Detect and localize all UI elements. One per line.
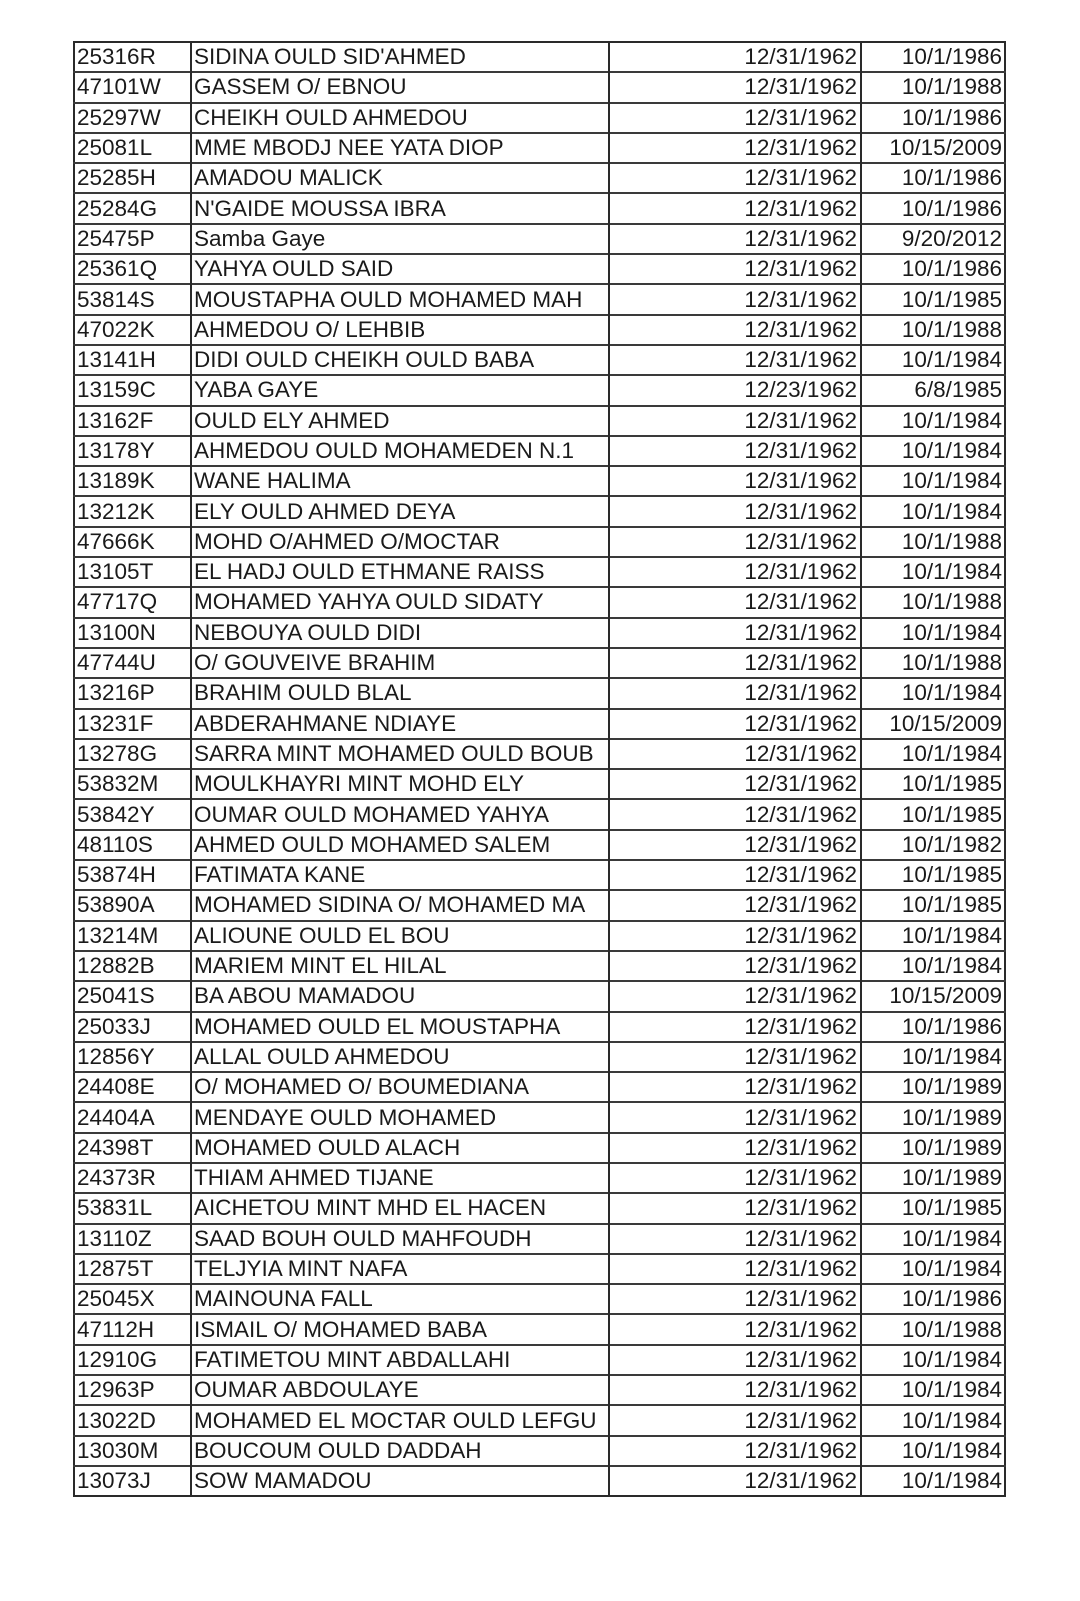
end-date-cell: 10/1/1986 xyxy=(861,193,1005,223)
name-cell: MOHAMED OULD ALACH xyxy=(191,1133,609,1163)
record-id-cell: 25045X xyxy=(74,1284,191,1314)
end-date-cell: 10/1/1985 xyxy=(861,890,1005,920)
table-row xyxy=(74,72,1005,102)
start-date-cell: 12/31/1962 xyxy=(609,678,861,708)
table-row xyxy=(74,436,1005,466)
start-date-cell: 12/31/1962 xyxy=(609,224,861,254)
name-cell: BRAHIM OULD BLAL xyxy=(191,678,609,708)
start-date-cell: 12/31/1962 xyxy=(609,799,861,829)
record-id-cell: 25316R xyxy=(74,42,191,72)
record-id-cell: 13189K xyxy=(74,466,191,496)
start-date-cell: 12/31/1962 xyxy=(609,618,861,648)
records-table-body xyxy=(74,42,1005,1496)
name-cell: AMADOU MALICK xyxy=(191,163,609,193)
record-id-cell: 25361Q xyxy=(74,254,191,284)
end-date-cell: 10/1/1984 xyxy=(861,739,1005,769)
table-row xyxy=(74,345,1005,375)
start-date-cell: 12/31/1962 xyxy=(609,436,861,466)
start-date-cell: 12/31/1962 xyxy=(609,72,861,102)
start-date-cell: 12/31/1962 xyxy=(609,1224,861,1254)
name-cell: MENDAYE OULD MOHAMED xyxy=(191,1102,609,1132)
table-row xyxy=(74,709,1005,739)
record-id-cell: 24404A xyxy=(74,1102,191,1132)
table-row xyxy=(74,587,1005,617)
name-cell: Samba Gaye xyxy=(191,224,609,254)
name-cell: OULD ELY AHMED xyxy=(191,406,609,436)
table-row xyxy=(74,1314,1005,1344)
table-row xyxy=(74,1345,1005,1375)
record-id-cell: 25475P xyxy=(74,224,191,254)
name-cell: YABA GAYE xyxy=(191,375,609,405)
start-date-cell: 12/31/1962 xyxy=(609,193,861,223)
table-row xyxy=(74,648,1005,678)
name-cell: BOUCOUM OULD DADDAH xyxy=(191,1436,609,1466)
name-cell: MME MBODJ NEE YATA DIOP xyxy=(191,133,609,163)
record-id-cell: 13159C xyxy=(74,375,191,405)
record-id-cell: 13178Y xyxy=(74,436,191,466)
end-date-cell: 10/1/1984 xyxy=(861,1345,1005,1375)
end-date-cell: 10/1/1984 xyxy=(861,406,1005,436)
table-row xyxy=(74,1436,1005,1466)
start-date-cell: 12/31/1962 xyxy=(609,1375,861,1405)
table-row xyxy=(74,496,1005,526)
end-date-cell: 10/1/1984 xyxy=(861,1042,1005,1072)
start-date-cell: 12/31/1962 xyxy=(609,1314,861,1344)
name-cell: OUMAR OULD MOHAMED YAHYA xyxy=(191,799,609,829)
end-date-cell: 10/1/1986 xyxy=(861,254,1005,284)
name-cell: ISMAIL O/ MOHAMED BABA xyxy=(191,1314,609,1344)
start-date-cell: 12/31/1962 xyxy=(609,739,861,769)
start-date-cell: 12/31/1962 xyxy=(609,345,861,375)
start-date-cell: 12/31/1962 xyxy=(609,1466,861,1496)
table-row xyxy=(74,1254,1005,1284)
start-date-cell: 12/31/1962 xyxy=(609,769,861,799)
table-row xyxy=(74,375,1005,405)
end-date-cell: 10/1/1984 xyxy=(861,1254,1005,1284)
start-date-cell: 12/31/1962 xyxy=(609,648,861,678)
name-cell: AICHETOU MINT MHD EL HACEN xyxy=(191,1193,609,1223)
end-date-cell: 10/1/1984 xyxy=(861,345,1005,375)
end-date-cell: 10/1/1988 xyxy=(861,587,1005,617)
end-date-cell: 6/8/1985 xyxy=(861,375,1005,405)
table-row xyxy=(74,799,1005,829)
record-id-cell: 12963P xyxy=(74,1375,191,1405)
start-date-cell: 12/23/1962 xyxy=(609,375,861,405)
table-row xyxy=(74,284,1005,314)
name-cell: WANE HALIMA xyxy=(191,466,609,496)
start-date-cell: 12/31/1962 xyxy=(609,860,861,890)
end-date-cell: 10/1/1988 xyxy=(861,648,1005,678)
record-id-cell: 48110S xyxy=(74,830,191,860)
record-id-cell: 13105T xyxy=(74,557,191,587)
record-id-cell: 12856Y xyxy=(74,1042,191,1072)
record-id-cell: 12882B xyxy=(74,951,191,981)
start-date-cell: 12/31/1962 xyxy=(609,1193,861,1223)
start-date-cell: 12/31/1962 xyxy=(609,42,861,72)
table-row xyxy=(74,406,1005,436)
end-date-cell: 10/15/2009 xyxy=(861,709,1005,739)
start-date-cell: 12/31/1962 xyxy=(609,315,861,345)
start-date-cell: 12/31/1962 xyxy=(609,1163,861,1193)
table-row xyxy=(74,951,1005,981)
record-id-cell: 53842Y xyxy=(74,799,191,829)
table-row xyxy=(74,618,1005,648)
start-date-cell: 12/31/1962 xyxy=(609,981,861,1011)
name-cell: THIAM AHMED TIJANE xyxy=(191,1163,609,1193)
record-id-cell: 13214M xyxy=(74,921,191,951)
table-row xyxy=(74,921,1005,951)
name-cell: YAHYA OULD SAID xyxy=(191,254,609,284)
table-row xyxy=(74,1072,1005,1102)
table-row xyxy=(74,1102,1005,1132)
end-date-cell: 10/1/1985 xyxy=(861,769,1005,799)
record-id-cell: 24408E xyxy=(74,1072,191,1102)
table-row xyxy=(74,1466,1005,1496)
name-cell: ALIOUNE OULD EL BOU xyxy=(191,921,609,951)
record-id-cell: 53890A xyxy=(74,890,191,920)
name-cell: DIDI OULD CHEIKH OULD BABA xyxy=(191,345,609,375)
end-date-cell: 10/1/1985 xyxy=(861,284,1005,314)
table-row xyxy=(74,103,1005,133)
end-date-cell: 10/1/1985 xyxy=(861,1193,1005,1223)
name-cell: MOHAMED SIDINA O/ MOHAMED MA xyxy=(191,890,609,920)
name-cell: BA ABOU MAMADOU xyxy=(191,981,609,1011)
start-date-cell: 12/31/1962 xyxy=(609,254,861,284)
table-row xyxy=(74,133,1005,163)
record-id-cell: 13030M xyxy=(74,1436,191,1466)
name-cell: FATIMATA KANE xyxy=(191,860,609,890)
table-row xyxy=(74,860,1005,890)
end-date-cell: 10/15/2009 xyxy=(861,981,1005,1011)
record-id-cell: 25033J xyxy=(74,1012,191,1042)
table-row xyxy=(74,1405,1005,1435)
start-date-cell: 12/31/1962 xyxy=(609,1284,861,1314)
record-id-cell: 13231F xyxy=(74,709,191,739)
end-date-cell: 10/1/1988 xyxy=(861,315,1005,345)
start-date-cell: 12/31/1962 xyxy=(609,284,861,314)
start-date-cell: 12/31/1962 xyxy=(609,557,861,587)
record-id-cell: 24373R xyxy=(74,1163,191,1193)
table-row xyxy=(74,315,1005,345)
name-cell: SARRA MINT MOHAMED OULD BOUB xyxy=(191,739,609,769)
start-date-cell: 12/31/1962 xyxy=(609,1102,861,1132)
end-date-cell: 10/1/1986 xyxy=(901,44,1002,70)
name-cell: OUMAR ABDOULAYE xyxy=(191,1375,609,1405)
table-row xyxy=(74,1133,1005,1163)
table-row xyxy=(74,1042,1005,1072)
end-date-cell: 10/1/1989 xyxy=(861,1133,1005,1163)
end-date-cell: 10/1/1986 xyxy=(861,103,1005,133)
record-id-cell: 25285H xyxy=(74,163,191,193)
record-id-cell: 13162F xyxy=(74,406,191,436)
record-id-cell: 47666K xyxy=(74,527,191,557)
table-row xyxy=(74,466,1005,496)
name-cell: N'GAIDE MOUSSA IBRA xyxy=(191,193,609,223)
start-date-cell: 12/31/1962 xyxy=(609,1012,861,1042)
name-cell: CHEIKH OULD AHMEDOU xyxy=(191,103,609,133)
table-row xyxy=(74,1224,1005,1254)
table-row xyxy=(74,254,1005,284)
record-id-cell: 25081L xyxy=(74,133,191,163)
end-date-cell: 10/1/1984 xyxy=(861,1466,1005,1496)
start-date-cell: 12/31/1962 xyxy=(609,466,861,496)
table-row xyxy=(74,163,1005,193)
name-cell: MARIEM MINT EL HILAL xyxy=(191,951,609,981)
record-id-cell: 13278G xyxy=(74,739,191,769)
end-date-cell: 10/1/1984 xyxy=(861,921,1005,951)
start-date-cell: 12/31/1962 xyxy=(609,830,861,860)
table-row xyxy=(74,1193,1005,1223)
name-cell: FATIMETOU MINT ABDALLAHI xyxy=(191,1345,609,1375)
end-date-cell: 10/15/2009 xyxy=(861,133,1005,163)
end-date-cell: 10/1/1988 xyxy=(861,1314,1005,1344)
end-date-cell: 10/1/1984 xyxy=(861,1224,1005,1254)
start-date-cell: 12/31/1962 xyxy=(609,1254,861,1284)
start-date-cell: 12/31/1962 xyxy=(609,1345,861,1375)
table-row xyxy=(74,890,1005,920)
name-cell: SOW MAMADOU xyxy=(191,1466,609,1496)
end-date-cell: 10/1/1984 xyxy=(861,496,1005,526)
name-cell: ALLAL OULD AHMEDOU xyxy=(191,1042,609,1072)
name-cell: MAINOUNA FALL xyxy=(191,1284,609,1314)
table-row xyxy=(74,527,1005,557)
record-id-cell: 53874H xyxy=(74,860,191,890)
table-row xyxy=(74,557,1005,587)
name-cell: MOHD O/AHMED O/MOCTAR xyxy=(191,527,609,557)
start-date-cell: 12/31/1962 xyxy=(609,709,861,739)
start-date-cell: 12/31/1962 xyxy=(609,406,861,436)
record-id-cell: 13216P xyxy=(74,678,191,708)
table-row xyxy=(74,1012,1005,1042)
name-cell: ELY OULD AHMED DEYA xyxy=(191,496,609,526)
table-row xyxy=(74,739,1005,769)
name-cell: AHMED OULD MOHAMED SALEM xyxy=(191,830,609,860)
end-date-cell: 10/1/1989 xyxy=(861,1163,1005,1193)
name-cell: MOUSTAPHA OULD MOHAMED MAH xyxy=(191,284,609,314)
name-cell: MOHAMED YAHYA OULD SIDATY xyxy=(191,587,609,617)
record-id-cell: 13141H xyxy=(74,345,191,375)
record-id-cell: 25041S xyxy=(74,981,191,1011)
end-date-cell: 10/1/1984 xyxy=(861,557,1005,587)
name-cell: GASSEM O/ EBNOU xyxy=(191,72,609,102)
table-row xyxy=(74,830,1005,860)
record-id-cell: 53814S xyxy=(74,284,191,314)
record-id-cell: 47744U xyxy=(74,648,191,678)
start-date-cell: 12/31/1962 xyxy=(609,133,861,163)
end-date-cell: 10/1/1989 xyxy=(861,1102,1005,1132)
record-id-cell: 13212K xyxy=(74,496,191,526)
record-id-cell: 25284G xyxy=(74,193,191,223)
table-row xyxy=(74,769,1005,799)
name-cell: MOULKHAYRI MINT MOHD ELY xyxy=(191,769,609,799)
end-date-cell: 10/1/1985 xyxy=(861,799,1005,829)
start-date-cell: 12/31/1962 xyxy=(609,951,861,981)
table-row xyxy=(74,1284,1005,1314)
name-cell: AHMEDOU O/ LEHBIB xyxy=(191,315,609,345)
record-id-cell: 13022D xyxy=(74,1405,191,1435)
end-date-cell: 10/1/1984 xyxy=(861,1405,1005,1435)
table-row xyxy=(74,42,1005,72)
table-row xyxy=(74,981,1005,1011)
name-cell: SAAD BOUH OULD MAHFOUDH xyxy=(191,1224,609,1254)
name-cell: TELJYIA MINT NAFA xyxy=(191,1254,609,1284)
start-date-cell: 12/31/1962 xyxy=(609,496,861,526)
end-date-cell: 10/1/1986 xyxy=(861,1284,1005,1314)
record-id-cell: 47112H xyxy=(74,1314,191,1344)
end-date-cell: 9/20/2012 xyxy=(861,224,1005,254)
record-id-cell: 53832M xyxy=(74,769,191,799)
record-id-cell: 47101W xyxy=(74,72,191,102)
record-id-cell: 47717Q xyxy=(74,587,191,617)
end-date-cell: 10/1/1984 xyxy=(861,1436,1005,1466)
end-date-cell: 10/1/1984 xyxy=(861,678,1005,708)
end-date-cell: 10/1/1988 xyxy=(861,527,1005,557)
end-date-cell: 10/1/1984 xyxy=(861,951,1005,981)
start-date-cell: 12/31/1962 xyxy=(609,1072,861,1102)
start-date-cell: 12/31/1962 xyxy=(609,921,861,951)
start-date-cell: 12/31/1962 xyxy=(609,1042,861,1072)
record-id-cell: 53831L xyxy=(74,1193,191,1223)
record-id-cell: 12875T xyxy=(74,1254,191,1284)
name-cell: MOHAMED EL MOCTAR OULD LEFGU xyxy=(191,1405,609,1435)
end-date-cell: 10/1/1986 xyxy=(861,1012,1005,1042)
table-row xyxy=(74,1375,1005,1405)
end-date-cell: 10/1/1985 xyxy=(861,860,1005,890)
start-date-cell: 12/31/1962 xyxy=(609,890,861,920)
record-id-cell: 13073J xyxy=(74,1466,191,1496)
start-date-cell: 12/31/1962 xyxy=(609,1133,861,1163)
name-cell: EL HADJ OULD ETHMANE RAISS xyxy=(191,557,609,587)
end-date-cell: 10/1/1984 xyxy=(861,1375,1005,1405)
end-date-cell: 10/1/1982 xyxy=(861,830,1005,860)
name-cell: NEBOUYA OULD DIDI xyxy=(191,618,609,648)
start-date-cell: 12/31/1962 xyxy=(609,587,861,617)
end-date-cell: 10/1/1989 xyxy=(861,1072,1005,1102)
name-cell: O/ MOHAMED O/ BOUMEDIANA xyxy=(191,1072,609,1102)
name-cell: AHMEDOU OULD MOHAMEDEN N.1 xyxy=(191,436,609,466)
table-row xyxy=(74,1163,1005,1193)
end-date-cell: 10/1/1988 xyxy=(861,72,1005,102)
table-row xyxy=(74,678,1005,708)
table-row xyxy=(74,193,1005,223)
name-cell: MOHAMED OULD EL MOUSTAPHA xyxy=(191,1012,609,1042)
end-date-cell: 10/1/1984 xyxy=(861,466,1005,496)
record-id-cell: 47022K xyxy=(74,315,191,345)
record-id-cell: 13110Z xyxy=(74,1224,191,1254)
name-cell: O/ GOUVEIVE BRAHIM xyxy=(191,648,609,678)
name-cell: ABDERAHMANE NDIAYE xyxy=(191,709,609,739)
start-date-cell: 12/31/1962 xyxy=(609,163,861,193)
name-cell: SIDINA OULD SID'AHMED xyxy=(191,42,609,72)
record-id-cell: 13100N xyxy=(74,618,191,648)
record-id-cell: 25297W xyxy=(74,103,191,133)
end-date-cell: 10/1/1984 xyxy=(861,618,1005,648)
end-date-cell: 10/1/1986 xyxy=(861,163,1005,193)
start-date-cell: 12/31/1962 xyxy=(609,1405,861,1435)
end-date-cell: 10/1/1984 xyxy=(861,436,1005,466)
records-table xyxy=(73,41,1006,1497)
record-id-cell: 24398T xyxy=(74,1133,191,1163)
start-date-cell: 12/31/1962 xyxy=(609,103,861,133)
table-row xyxy=(74,224,1005,254)
record-id-cell: 12910G xyxy=(74,1345,191,1375)
start-date-cell: 12/31/1962 xyxy=(609,1436,861,1466)
start-date-cell: 12/31/1962 xyxy=(609,527,861,557)
